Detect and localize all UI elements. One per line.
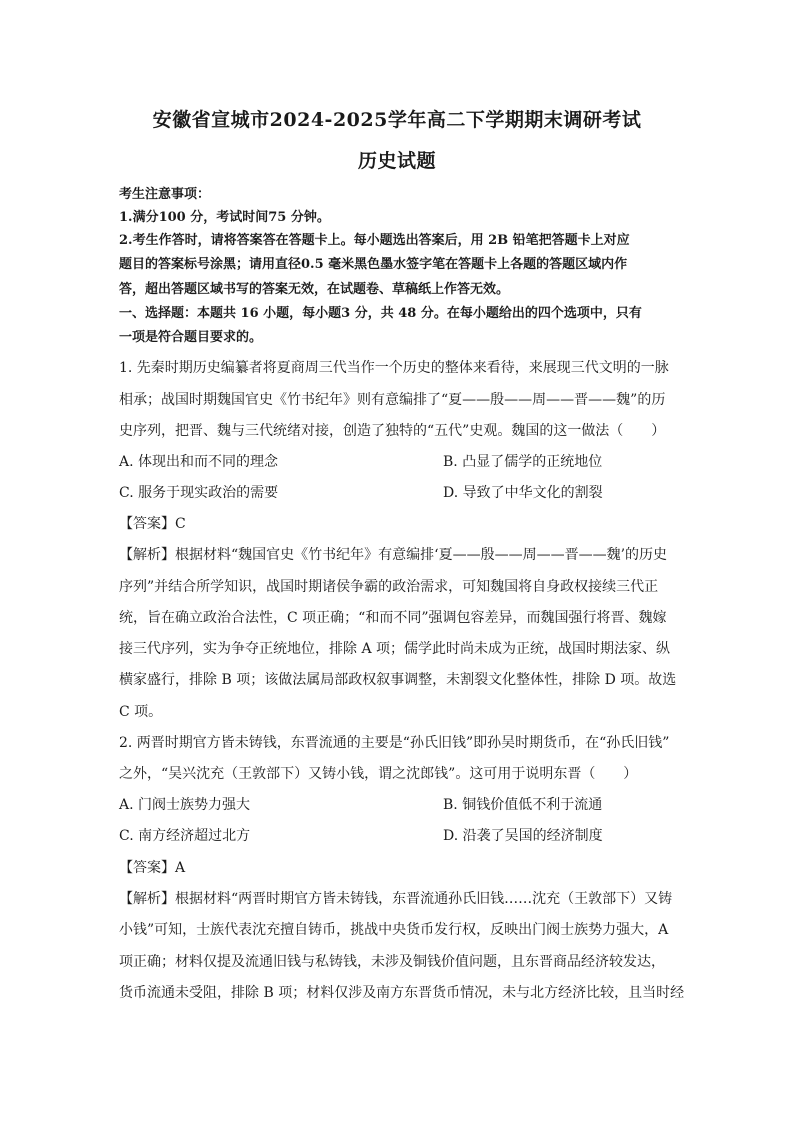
question-stem: 1. 先秦时期历史编纂者将夏商周三代当作一个历史的整体来看待，来展现三代文明的一脉 — [119, 360, 669, 376]
analysis-line: 统，旨在确立政治合法性，C 项正确；“和而不同”强调包容差异，而魏国强行将晋、魏嫁 — [119, 610, 667, 626]
option-d: D. 沿袭了吴国的经济制度 — [443, 828, 603, 844]
option-b: B. 凸显了儒学的正统地位 — [443, 454, 603, 470]
notes-line: 1.满分100 分，考试时间75 分钟。 — [119, 210, 330, 225]
question-stem: 2. 两晋时期官方皆未铸钱，东晋流通的主要是“孙氏旧钱”即孙吴时期货币，在“孙氏旧钱” — [119, 735, 670, 751]
notes-line: 题目的答案标号涂黑；请用直径0.5 毫米黑色墨水签字笔在答题卡上各题的答题区域内作 — [119, 257, 628, 272]
question-stem: 相承；战国时期魏国官史《竹书纪年》则有意编排了“夏——殷——周——晋——魏”的历 — [119, 392, 666, 408]
page-title: 安徽省宣城市2024-2025学年高二下学期期末调研考试 — [152, 109, 642, 131]
answer: 【答案】C — [119, 516, 186, 532]
analysis-line: 序列”并结合所学知识，战国时期诸侯争霸的政治需求，可知魏国将自身政权接续三代正 — [119, 579, 659, 595]
analysis-line: 【解析】根据材料“魏国官史《竹书纪年》有意编排‘夏——殷——周——晋——魏’的历史 — [119, 547, 668, 563]
option-b: B. 铜钱价值低不利于流通 — [443, 797, 603, 813]
analysis-line: C 项。 — [119, 704, 163, 720]
option-c: C. 服务于现实政治的需要 — [119, 485, 279, 501]
section-heading: 一项是符合题目要求的。 — [119, 330, 263, 345]
option-d: D. 导致了中华文化的割裂 — [443, 485, 603, 501]
option-c: C. 南方经济超过北方 — [119, 828, 251, 844]
section-heading: 一、选择题：本题共 16 小题，每小题3 分，共 48 分。在每小题给出的四个选项中，只有 — [119, 306, 642, 321]
notes-heading: 考生注意事项： — [119, 187, 211, 202]
notes-line: 2.考生作答时，请将答案答在答题卡上。每小题选出答案后，用 2B 铅笔把答题卡上对应 — [119, 233, 630, 248]
analysis-line: 项正确；材料仅提及流通旧钱与私铸钱，未涉及铜钱价值问题，且东晋商品经济较发达， — [119, 954, 665, 970]
analysis-line: 横家盛行，排除 B 项；该做法属局部政权叙事调整，未割裂文化整体性，排除 D 项。故选 — [119, 672, 677, 688]
option-a: A. 体现出和而不同的理念 — [119, 454, 279, 470]
answer: 【答案】A — [119, 860, 186, 876]
analysis-line: 接三代序列，实为争夺正统地位，排除 A 项；儒学此时尚未成为正统，战国时期法家、纵 — [119, 641, 671, 657]
page-subtitle: 历史试题 — [357, 150, 436, 172]
analysis-line: 小钱”可知，士族代表沈充擅自铸币，挑战中央货币发行权，反映出门阀士族势力强大，A — [119, 922, 669, 938]
question-stem: 史序列，把晋、魏与三代统绪对接，创造了独特的“五代”史观。魏国的这一做法（ ） — [119, 423, 666, 439]
notes-line: 答，超出答题区域书写的答案无效，在试题卷、草稿纸上作答无效。 — [119, 282, 510, 297]
analysis-line: 货币流通未受阻，排除 B 项；材料仅涉及南方东晋货币情况，未与北方经济比较，且当时经 — [119, 985, 685, 1001]
analysis-line: 【解析】根据材料“两晋时期官方皆未铸钱，东晋流通孙氏旧钱……沈充（王敦部下）又铸 — [119, 891, 673, 907]
question-stem: 之外，“吴兴沈充（王敦部下）又铸小钱，谓之沈郎钱”。这可用于说明东晋（ ） — [119, 766, 638, 782]
option-a: A. 门阀士族势力强大 — [119, 797, 251, 813]
